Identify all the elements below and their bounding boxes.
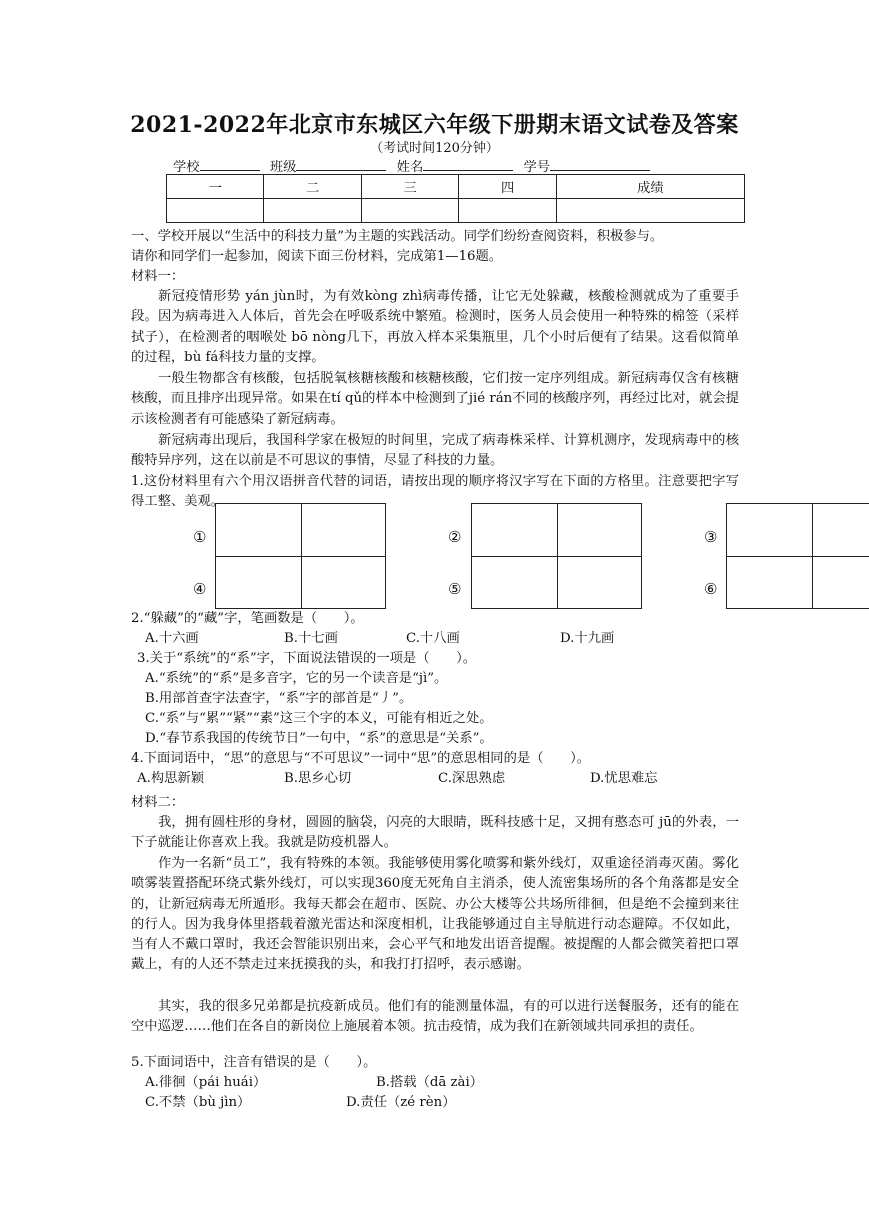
- material2-paragraph1: 我，拥有圆柱形的身材，圆圆的脑袋，闪亮的大眼睛，既科技感十足，又拥有憨态可 jū的外表，一下子就能让你喜欢上我。我就是防疫机器人。: [131, 815, 739, 851]
- q3-option-a[interactable]: A.“系统”的“系”是多音字，它的另一个读音是“jì”。: [145, 671, 448, 686]
- writing-grid-2-5[interactable]: [471, 503, 642, 609]
- school-label: 学校: [173, 160, 200, 175]
- question-1: 1.这份材料里有六个用汉语拼音代替的词语，请按出现的顺序将汉字写在下面的方格里。注意要把字写得工整、美观。: [131, 474, 739, 510]
- material2-label: 材料二：: [131, 795, 185, 810]
- score-header: 一: [167, 175, 264, 199]
- q2-option-b[interactable]: B.十七画: [284, 631, 338, 646]
- question-2: 2.“躲藏”的“藏”字，笔画数是（ ）。: [131, 611, 364, 626]
- q4-option-c[interactable]: C.深思熟虑: [438, 771, 506, 786]
- q5-option-c[interactable]: C.不禁（bù jìn）: [145, 1095, 251, 1110]
- q2-option-d[interactable]: D.十九画: [560, 631, 615, 646]
- score-header: 成绩: [556, 175, 744, 199]
- class-label: 班级: [269, 160, 297, 175]
- score-cell[interactable]: [167, 199, 264, 223]
- section-intro-line1: 一、学校开展以“生活中的科技力量”为主题的实践活动。同学们纷纷查阅资料，积极参与。: [131, 229, 664, 244]
- student-info-fields: [173, 156, 650, 175]
- question-3: 3.关于“系统”的“系”字，下面说法错误的一项是（ ）。: [137, 651, 477, 666]
- grid-label-6: ⑥: [704, 580, 718, 598]
- material1-paragraph3: 新冠病毒出现后，我国科学家在极短的时间里，完成了病毒株采样、计算机测序，发现病毒中的核酸特异序列，这在以前是不可思议的事情，尽显了科技的力量。: [131, 433, 739, 469]
- grid-label-3: ③: [704, 528, 718, 546]
- q4-option-b[interactable]: B.思乡心切: [284, 771, 352, 786]
- material1-paragraph2: 一般生物都含有核酸，包括脱氧核糖核酸和核糖核酸，它们按一定序列组成。新冠病毒仅含有核糖核酸，而且排序出现异常。如果在tí qǔ的样本中检测到了jié rán不同的核酸序列，再经过比对，就会提示该检测者有可能感染了新冠病毒。: [131, 371, 739, 427]
- grid-label-1: ①: [193, 528, 207, 546]
- name-label: 姓名: [396, 160, 424, 175]
- q3-option-d[interactable]: D.“春节系我国的传统节日”一句中，“系”的意思是“关系”。: [145, 731, 493, 746]
- q5-option-b[interactable]: B.搭载（dā zài）: [376, 1075, 484, 1090]
- score-table-value-row: [167, 199, 745, 223]
- grid-label-5: ⑤: [448, 580, 462, 598]
- score-cell[interactable]: [361, 199, 458, 223]
- exam-duration: （考试时间120分钟）: [370, 141, 499, 156]
- score-table-header-row: [167, 175, 745, 199]
- q4-option-d[interactable]: D.忧思难忘: [590, 771, 658, 786]
- score-header: 四: [459, 175, 556, 199]
- class-blank[interactable]: [296, 157, 386, 171]
- writing-grid-1-4[interactable]: [215, 503, 386, 609]
- name-blank[interactable]: [423, 157, 513, 171]
- question-5: 5.下面词语中，注音有错误的是（ ）。: [131, 1055, 377, 1070]
- q2-option-a[interactable]: A.十六画: [145, 631, 199, 646]
- q5-option-d[interactable]: D.责任（zé rèn）: [346, 1095, 456, 1110]
- score-header: 二: [264, 175, 361, 199]
- q3-option-c[interactable]: C.“系”与“累”“紧”“素”这三个字的本义，可能有相近之处。: [145, 711, 493, 726]
- grid-label-2: ②: [448, 528, 462, 546]
- q4-option-a[interactable]: A.构思新颖: [137, 771, 205, 786]
- material1-label: 材料一：: [131, 269, 185, 284]
- q2-option-c[interactable]: C.十八画: [406, 631, 460, 646]
- question-4: 4.下面词语中，“思”的意思与“不可思议”一词中“思”的意思相同的是（ ）。: [131, 751, 591, 766]
- score-cell[interactable]: [459, 199, 556, 223]
- writing-grid-3-6[interactable]: [726, 503, 869, 609]
- section-intro-line2: 请你和同学们一起参加，阅读下面三份材料，完成第1—16题。: [131, 249, 503, 264]
- grid-label-4: ④: [193, 580, 207, 598]
- material1-paragraph1: 新冠疫情形势 yán jùn时，为有效kòng zhì病毒传播，让它无处躲藏，核酸检测就成为了重要手段。因为病毒进入人体后，首先会在呼吸系统中繁殖。检测时，医务人员会使用一种特殊的棉签（采样拭子），在检测者的咽喉处 bō nòng几下，再放入样本采集瓶里，几个小时后便有了结果。这看似简单的过程，bù fá科技力量的支撑。: [131, 289, 739, 365]
- material2-paragraph3: 其实，我的很多兄弟都是抗疫新成员。他们有的能测量体温，有的可以进行送餐服务，还有的能在空中巡逻……他们在各自的新岗位上施展着本领。抗击疫情，成为我们在新领域共同承担的责任。: [131, 999, 739, 1035]
- q3-option-b[interactable]: B.用部首查字法查字，“系”字的部首是“丿”。: [145, 691, 413, 706]
- school-blank[interactable]: [200, 157, 260, 171]
- score-table: [166, 174, 745, 223]
- material2-paragraph2: 作为一名新“员工”，我有特殊的本领。我能够使用雾化喷雾和紫外线灯，双重途径消毒灭菌。雾化喷雾装置搭配环绕式紫外线灯，可以实现360度无死角自主消杀，使人流密集场所的各个角落都是安全的，让新冠病毒无所遁形。我每天都会在超市、医院、办公大楼等公共场所徘徊，但是绝不会撞到来往的行人。因为我身体里搭载着激光雷达和深度相机，让我能够通过自主导航进行动态避障。不仅如此，当有人不戴口罩时，我还会智能识别出来，会心平气和地发出语音提醒。被提醒的人都会微笑着把口罩戴上，有的人还不禁走过来抚摸我的头，和我打打招呼，表示感谢。: [131, 856, 739, 973]
- score-cell[interactable]: [556, 199, 744, 223]
- score-cell[interactable]: [264, 199, 361, 223]
- q5-option-a[interactable]: A.徘徊（pái huái）: [145, 1075, 267, 1090]
- id-label: 学号: [523, 160, 551, 175]
- score-header: 三: [361, 175, 458, 199]
- id-blank[interactable]: [550, 157, 650, 171]
- page-title: 2021-2022年北京市东城区六年级下册期末语文试卷及答案: [130, 112, 739, 138]
